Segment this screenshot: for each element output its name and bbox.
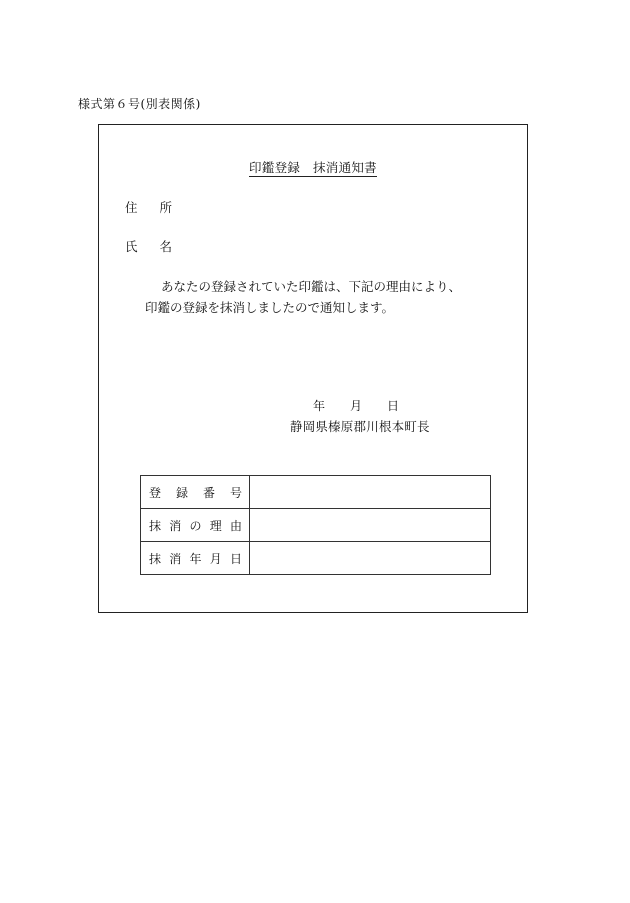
name-label-char: 名 (159, 239, 173, 254)
name-label (125, 237, 172, 255)
address-label-char: 住 (125, 200, 138, 215)
date-month-label: 月 (350, 399, 363, 413)
label-char: の (189, 518, 202, 533)
document-title-wrapper (99, 158, 527, 176)
registration-info-table (140, 475, 491, 575)
label-char: 月 (209, 551, 222, 566)
label-char: 由 (229, 518, 242, 533)
registration-number-value[interactable] (250, 476, 491, 509)
label-char: 登 (149, 485, 162, 500)
table-row (141, 476, 491, 509)
cancellation-reason-label (141, 509, 250, 542)
date-line (313, 397, 399, 414)
label-char: 号 (229, 485, 242, 500)
label-char: 番 (202, 485, 215, 500)
issuer-name: 静岡県榛原郡川根本町長 (290, 419, 430, 434)
table-row (141, 509, 491, 542)
document-title: 印鑑登録 抹消通知書 (248, 160, 377, 175)
notice-body-line-2: 印鑑の登録を抹消しましたので通知します。 (145, 300, 395, 315)
form-number: 様式第６号(別表関係) (78, 97, 201, 111)
label-char: 理 (209, 518, 222, 533)
date-day-label: 日 (387, 399, 400, 413)
notice-body (145, 276, 461, 318)
label-char: 日 (229, 551, 242, 566)
cancellation-reason-value[interactable] (250, 509, 491, 542)
label-char: 抹 (149, 551, 162, 566)
cancellation-date-label (141, 542, 250, 575)
label-char: 消 (169, 518, 182, 533)
cancellation-date-value[interactable] (250, 542, 491, 575)
label-char: 消 (169, 551, 182, 566)
label-char: 抹 (149, 518, 162, 533)
notice-frame (98, 124, 528, 613)
date-year-label: 年 (313, 399, 326, 413)
address-label-char: 所 (159, 200, 173, 215)
address-label (125, 198, 172, 216)
notice-body-line-1: あなたの登録されていた印鑑は、下記の理由により、 (161, 279, 462, 294)
table-row (141, 542, 491, 575)
label-char: 録 (175, 485, 188, 500)
name-label-char: 氏 (125, 239, 138, 254)
registration-number-label (141, 476, 250, 509)
label-char: 年 (189, 551, 202, 566)
